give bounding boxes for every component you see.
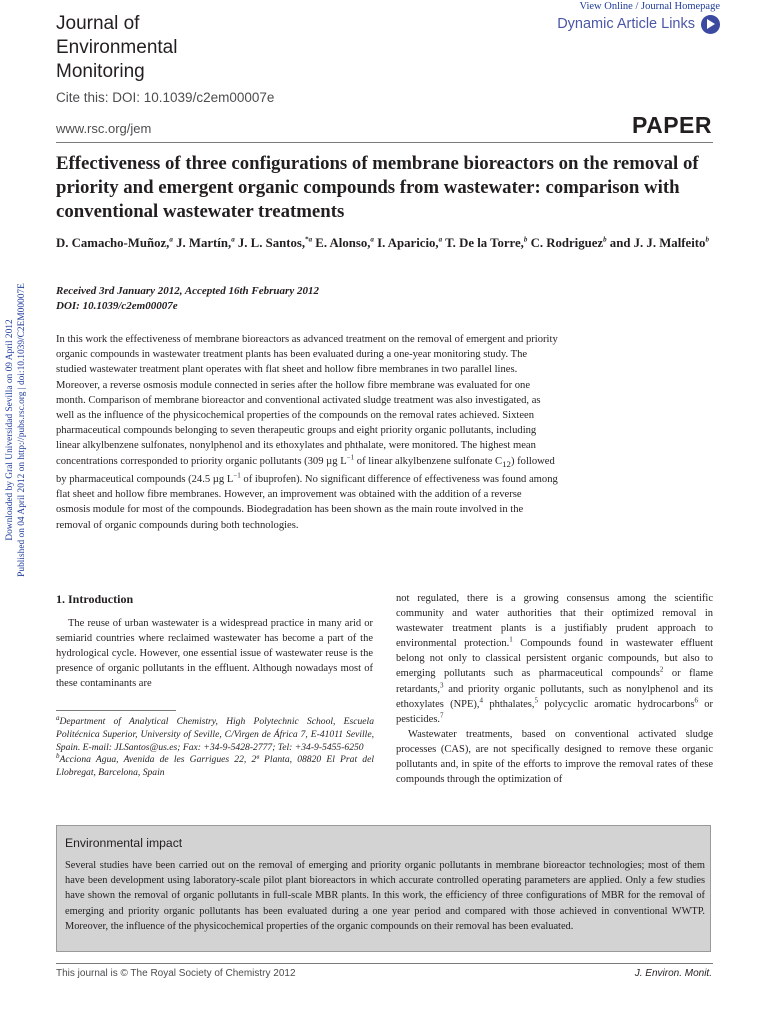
affiliation-a: $^a$Department of Analytical Chemistry, High Polytechnic School, Escuela Politécnica Superior, University of Seville, C/Virgen de África 7, E-41011 Seville, Spain. E-mail: JLSantos@us.es; Fax: +34-9-5428-2777; Tel: +34-9-5455-6250 [56, 713, 374, 753]
intro-left-column: The reuse of urban wastewater is a widespread practice in many arid or semiarid countries where reclaimed wastewater has become a part of the hydrological cycle. However, one essential issue of wastewater reuse is the presence of organic pollutants in the effluent. Although nowadays most of these contaminants are [56, 618, 373, 690]
article-doi: DOI: 10.1039/c2em00007e [56, 300, 178, 312]
journal-abbreviation: J. Environ. Monit. [634, 968, 712, 979]
download-watermark [0, 260, 32, 600]
environmental-impact-title: Environmental impact [65, 836, 183, 850]
article-title: Effectiveness of three configurations of membrane bioreactors on the removal of priority and emergent organic compounds from wastewater: comparison with conventional wastewater treatments [56, 153, 699, 222]
download-note[interactable]: Downloaded by Gral Universidad Sevilla on 09 April 2012 [5, 319, 15, 541]
intro-right-paragraph-1: not regulated, there is a growing consensus among the scientific community and water authorities that their optimized removal in wastewater treatment plants is a justifiably prudent approach to environmental protection.$^1$ Compounds found in wastewater effluent belong not only to classical persistent organic compounds, but also to emerging pollutants such as pharmaceutical compounds$^2$ or flame retardants,$^3$ and priority organic pollutants, such as nonylphenol and its ethoxylates (NPE),$^4$ phthalates,$^5$ polycyclic aromatic hydrocarbons$^6$ or pesticides.$^7$ [396, 593, 713, 725]
author-list: D. Camacho-Muñoz,$^a$ J. Martín,$^a$ J. L. Santos,$^{*a}$ E. Alonso,$^a$ I. Aparicio,$^a$ T. De la Torre,$^b$ C. Rodriguez$^b$ and J. J. Malfeito$^b$ [56, 235, 709, 250]
intro-right-column [396, 591, 713, 787]
dynamic-article-links-label: Dynamic Article Links [557, 16, 695, 32]
journal-name-line2: Environmental [56, 37, 178, 58]
journal-name-line1: Journal of [56, 13, 140, 34]
affiliation-b: $^b$Acciona Agua, Avenida de les Garrigues 22, 2ª Planta, 08820 El Prat del Llobregat, Barcelona, Spain [56, 752, 374, 779]
section-heading-introduction: 1. Introduction [56, 592, 134, 606]
footer-divider [56, 963, 713, 964]
published-note[interactable]: Published on 04 April 2012 on http://pubs.rsc.org | doi:10.1039/C2EM00007E [17, 283, 27, 577]
journal-website[interactable]: www.rsc.org/jem [56, 121, 152, 136]
article-type-label: PAPER [631, 112, 712, 138]
received-dates [56, 284, 656, 314]
top-links [557, 0, 720, 35]
cite-this-doi: Cite this: DOI: 10.1039/c2em00007e [56, 90, 275, 105]
environmental-impact-box [56, 825, 711, 952]
journal-name [56, 12, 177, 84]
copyright-notice: This journal is © The Royal Society of Chemistry 2012 [56, 968, 296, 979]
journal-name-line3: Monitoring [56, 61, 145, 82]
affiliations [56, 713, 374, 780]
abstract: In this work the effectiveness of membrane bioreactors as advanced treatment on the removal of emergent and priority organic compounds in wastewater treatment plants has been evaluated during a one-year monitoring study. The studied wastewater treatment plant operates with flat sheet and hollow fibre membranes in two parallel lines. Moreover, a reverse osmosis module connected in series after the hollow fibre membrane was evaluated for one month. Comparison of membrane bioreactor and conventional activated sludge treatment was also investigated, as well as the influence of the physicochemical properties of the compounds on the removal rates achieved. Sixteen pharmaceutical compounds belonging to seven therapeutic groups and eight priority organic pollutants, including linear alkylbenzene sulfonates, nonylphenol and its ethoxylates and phthalate, were monitored. The highest mean concentrations corresponded to priority organic pollutants (309 µg $L^{-1}$ of linear alkylbenzene sulfonate $C_{12}$) followed by pharmaceutical compounds (24.5 µg $L^{-1}$ of ibuprofen). No significant difference of effectiveness was found among flat sheet and hollow fibre membranes. However, an improvement was obtained with the addition of a reverse osmosis module for most of the compounds. Biodegradation has been shown as the main route involved in the removal of organic compounds during both technologies. [56, 334, 558, 531]
environmental-impact-text: Several studies have been carried out on the removal of emerging and priority organic pollutants in membrane bioreactor technologies; most of them have been development using laboratory-scale pilot plant bioreactors in which accurate controlled operating parameters are applied. Only a few studies have shown the removal of organic pollutants in full-scale MBR plants. In this work, the efficiency of three configurations of MBR for the removal of emerging and priority organic pollutants has been evaluated during a one year period and compared with those achieved in conventional WWTP. Moreover, the influence of the physicochemical properties of the organic compounds on their removal has been evaluated. [65, 860, 705, 932]
dynamic-article-links[interactable] [557, 13, 720, 35]
affiliation-divider [56, 710, 176, 711]
received-accepted: Received 3rd January 2012, Accepted 16th February 2012 [56, 285, 319, 297]
header-divider [56, 142, 713, 143]
intro-right-paragraph-2: Wastewater treatments, based on conventional activated sludge processes (CAS), are not specifically designed to remove these organic pollutants and, in spite of the efforts to improve the removal rates of these compounds through the optimization of [396, 728, 713, 786]
view-online-link[interactable]: View Online / Journal Homepage [579, 1, 720, 12]
play-arrow-icon[interactable] [701, 15, 720, 34]
